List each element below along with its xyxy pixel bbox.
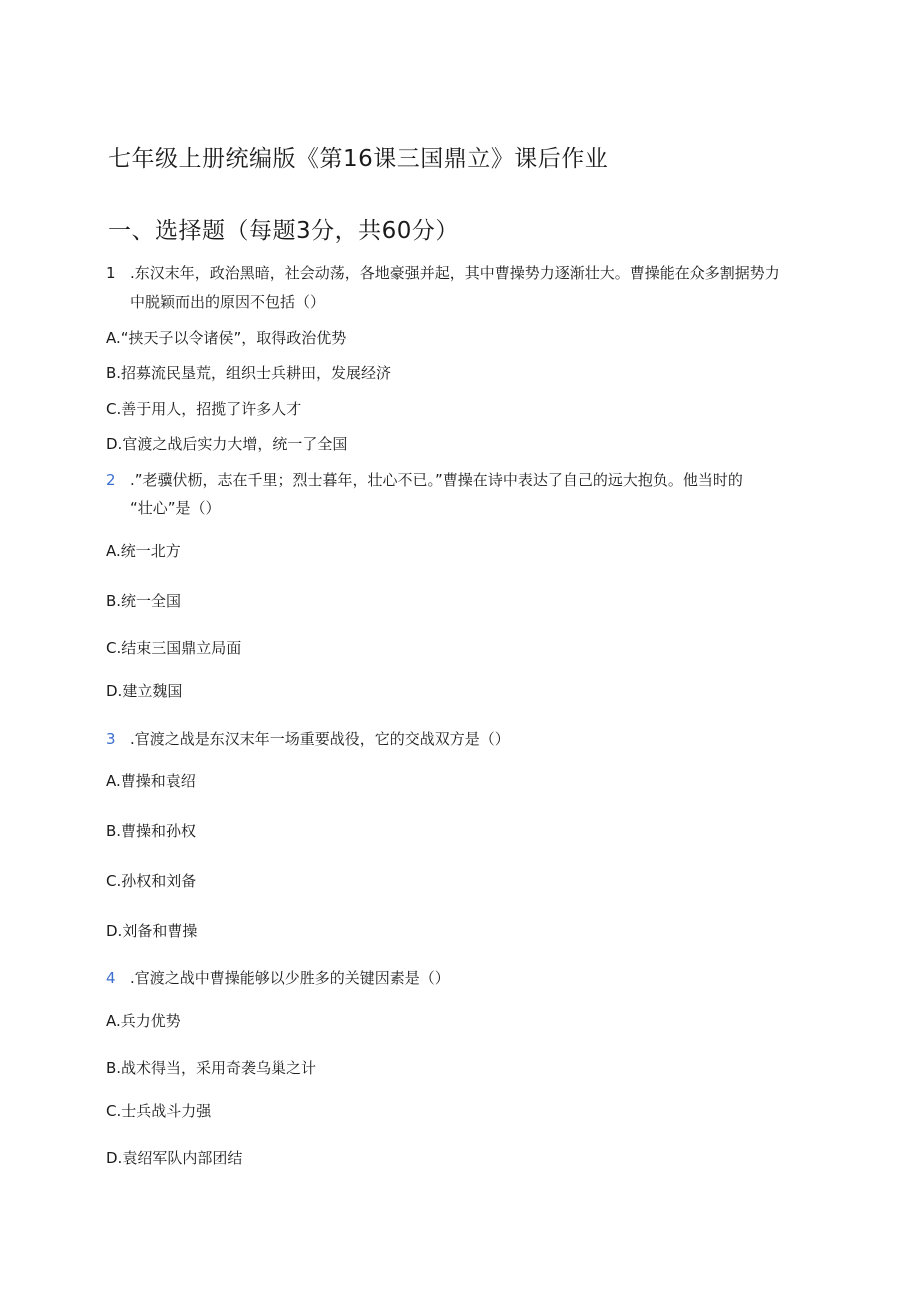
question-2-continuation: “壮心”是（） — [130, 499, 221, 517]
option-c: C.结束三国鼎立局面 — [106, 639, 242, 657]
option-b: B.战术得当，采用奇袭乌巢之计 — [106, 1059, 317, 1077]
question-text: .”老骥伏枥，志在千里；烈士暮年，壮心不已。”曹操在诗中表达了自己的远大抱负。他当时的 — [130, 471, 743, 489]
option-d: D.袁绍军队内部团结 — [106, 1149, 243, 1167]
document-title: 七年级上册统编版《第16课三国鼎立》课后作业 — [108, 146, 609, 172]
question-number: 2 — [106, 471, 116, 489]
question-text: .官渡之战是东汉末年一场重要战役，它的交战双方是（） — [130, 730, 510, 748]
question-3 — [106, 729, 510, 749]
option-b: B.曹操和孙权 — [106, 822, 197, 840]
question-2 — [106, 470, 743, 490]
option-d: D.官渡之战后实力大增，统一了全国 — [106, 435, 348, 453]
option-a: A.“挟天子以令诸侯”，取得政治优势 — [106, 329, 347, 347]
question-4 — [106, 968, 450, 988]
option-a: A.兵力优势 — [106, 1012, 181, 1030]
option-c: C.士兵战斗力强 — [106, 1102, 212, 1120]
question-text: .东汉末年，政治黑暗，社会动荡，各地豪强并起，其中曹操势力逐渐壮大。曹操能在众多割据势力 — [130, 264, 780, 282]
option-b: B.统一全国 — [106, 592, 182, 610]
question-1 — [106, 263, 780, 283]
option-a: A.曹操和袁绍 — [106, 772, 196, 790]
option-c: C.孙权和刘备 — [106, 872, 197, 890]
option-d: D.建立魏国 — [106, 682, 183, 700]
option-b: B.招募流民垦荒，组织士兵耕田，发展经济 — [106, 364, 392, 382]
option-a: A.统一北方 — [106, 542, 181, 560]
option-c: C.善于用人，招揽了许多人才 — [106, 400, 302, 418]
question-number: 3 — [106, 730, 116, 748]
question-number: 1 — [106, 264, 116, 282]
question-text: .官渡之战中曹操能够以少胜多的关键因素是（） — [130, 969, 450, 987]
section-heading: 一、选择题（每题3分，共60分） — [108, 218, 459, 244]
option-d: D.刘备和曹操 — [106, 922, 198, 940]
question-number: 4 — [106, 969, 116, 987]
question-1-continuation: 中脱颖而出的原因不包括（） — [130, 293, 326, 311]
